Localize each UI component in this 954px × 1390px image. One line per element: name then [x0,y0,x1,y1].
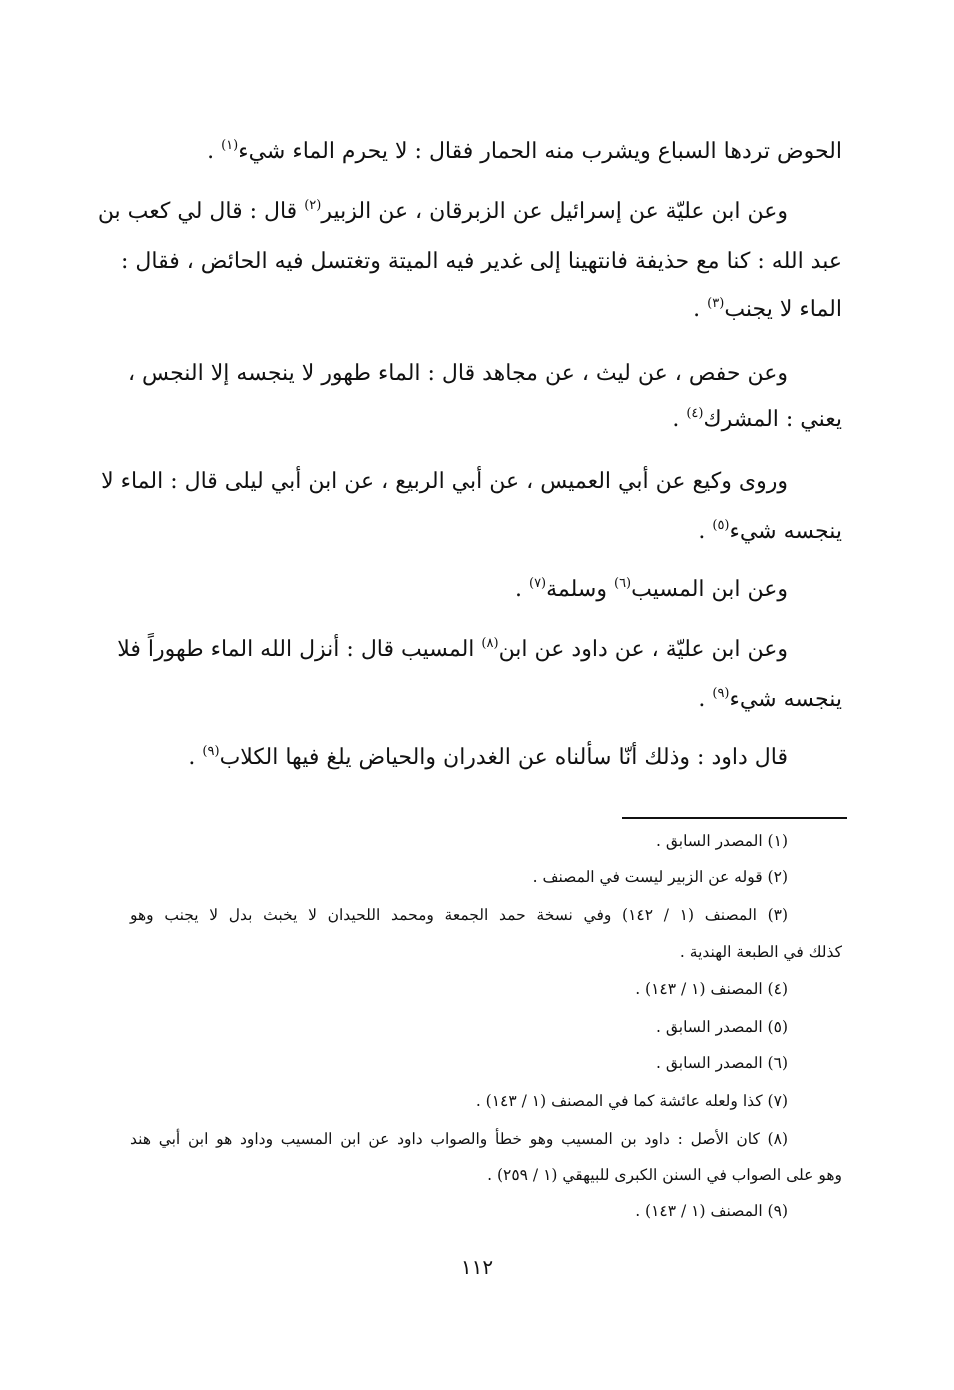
text: وروى وكيع عن أبي العميس ، عن أبي الربيع ، عن ابن أبي ليلى قال : الماء لا [101,469,788,494]
footnote-ref-4[interactable]: (٤) [686,406,704,421]
paragraph-7-line-1 [130,744,788,772]
footnote-5: (٥) المصدر السابق . [655,1018,788,1036]
text: قال داود : وذلك أنّا سألناه عن الغدران والحياض يلغ فيها الكلاب [219,745,788,770]
footnote-6: (٦) المصدر السابق . [655,1054,788,1072]
paragraph-2-line-1 [97,198,788,226]
paragraph-5-line-1 [130,576,788,604]
paragraph-4-line-1 [101,468,788,496]
footnote-3-line-1: (٣) المصنف (١ / ١٤٢) وفي نسخة حمد الجمعة ومحمد اللحيدان لا يخبث بدل لا يجنب وهو [130,906,789,924]
footnote-ref-2[interactable]: (٢) [304,198,322,213]
text: الحوض تردها السباع ويشرب منه الحمار فقال : لا يحرم الماء شيء [238,139,842,164]
footnote-ref-3[interactable]: (٣) [707,296,725,311]
paragraph-1-line-1 [130,138,842,166]
text: ينجسه شيء [729,687,842,712]
footnote-3-line-2: كذلك في الطبعة الهندية . [679,943,842,961]
footnote-ref-7[interactable]: (٧) [528,576,547,591]
text: قال : قال لي كعب بن [97,199,305,224]
text: المسيب قال : أنزل الله الماء طهوراً فلا [117,637,482,662]
footnote-1: (١) المصدر السابق . [655,832,788,850]
text: وعن حفص ، عن ليث ، عن مجاهد قال : الماء طهور لا ينجسه إلا النجس ، [127,361,788,386]
paragraph-2-line-3 [130,296,842,324]
footnote-ref-6[interactable]: (٦) [613,576,632,591]
paragraph-3-line-2 [130,406,842,434]
footnote-ref-8[interactable]: (٨) [481,636,499,651]
text: وعن ابن المسيب [631,577,788,602]
text: الماء لا يجنب [724,297,842,322]
paragraph-3-line-1 [127,360,788,388]
text: . [698,687,713,712]
text: . [188,745,203,770]
footnote-2: (٢) قوله عن الزبير ليست في المصنف . [532,868,788,886]
paragraph-6-line-2 [130,686,842,714]
text: وسلمة [546,577,614,602]
footnote-7: (٧) كذا ولعله عائشة كما في المصنف (١ / ١٤٣) . [475,1092,788,1110]
paragraph-6-line-1 [117,636,788,664]
text: . [672,407,687,432]
text: وعن ابن عليّة ، عن داود عن ابن [498,637,788,662]
footnote-ref-5[interactable]: (٥) [712,518,730,533]
text: عبد الله : كنا مع حذيفة فانتهينا إلى غدير فيه الميتة وتغتسل فيه الحائض ، فقال : [120,249,842,274]
footnote-ref-1[interactable]: (١) [221,138,239,153]
paragraph-2-line-2 [120,248,842,276]
text: . [693,297,708,322]
text: . [207,139,222,164]
text: وعن ابن عليّة عن إسرائيل عن الزبرقان ، عن الزبير [321,199,788,224]
text: . [514,577,529,602]
text: ينجسه شيء [729,519,842,544]
footnote-8-line-1: (٨) كان الأصل : داود بن المسيب وهو خطأ والصواب داود عن ابن المسيب وداود هو ابن أبي هند [130,1130,788,1148]
footnote-ref-9[interactable]: (٩) [712,686,730,701]
footnote-separator [622,817,847,819]
page-number: ١١٢ [460,1255,494,1279]
footnote-9: (٩) المصنف (١ / ١٤٣) . [635,1202,788,1220]
footnote-8-line-2: وهو على الصواب في السنن الكبرى للبيهقي (١ / ٢٥٩) . [487,1166,842,1184]
text: يعني : المشرك [703,407,842,432]
footnote-4: (٤) المصنف (١ / ١٤٣) . [635,980,788,998]
text: . [698,519,713,544]
footnote-ref-9b[interactable]: (٩) [202,744,220,759]
paragraph-4-line-2 [130,518,842,546]
